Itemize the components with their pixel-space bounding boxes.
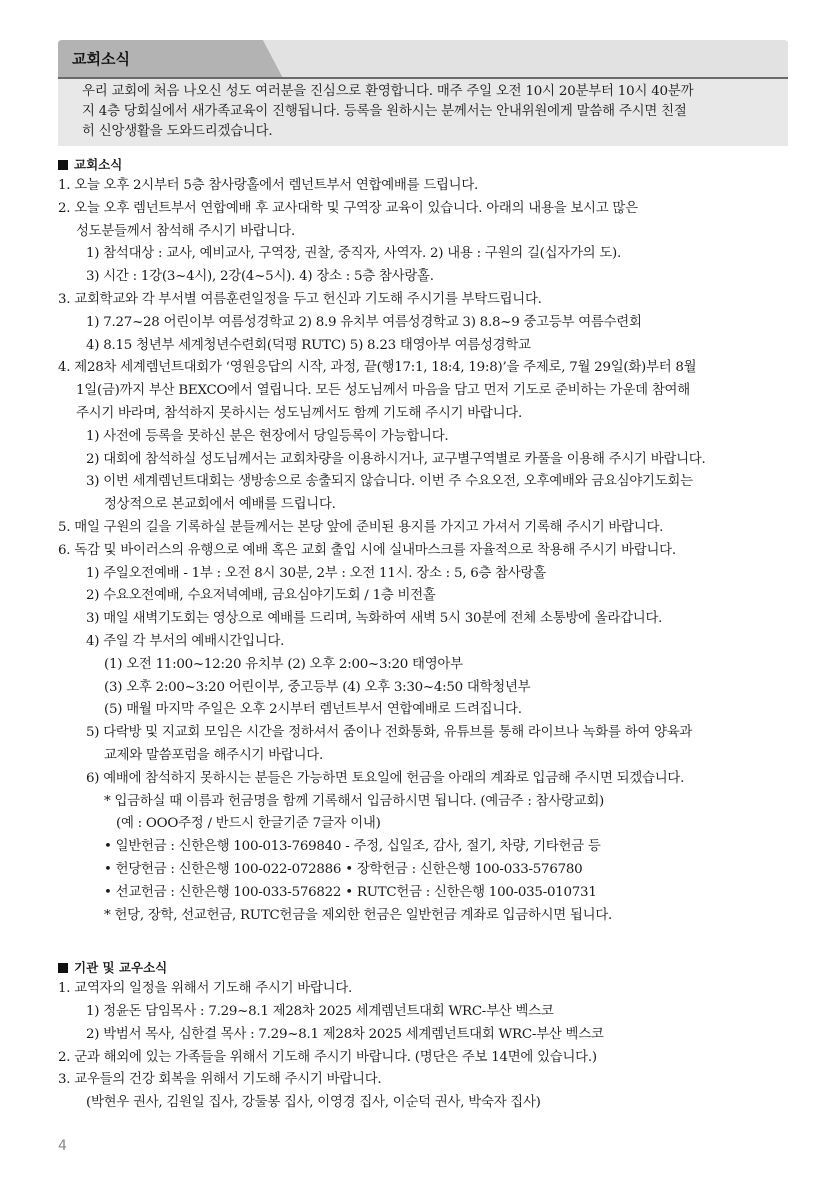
news-line: (3) 오후 2:00~3:20 어린이부, 중고등부 (4) 오후 3:30~4:50 대학청년부	[104, 679, 531, 695]
news-line: * 헌당, 장학, 선교헌금, RUTC헌금을 제외한 헌금은 일반헌금 계좌로 입금하시면 됩니다.	[104, 907, 613, 923]
welcome-box	[58, 79, 788, 146]
section-title-text: 교회소식	[74, 157, 123, 172]
news-line: 주시기 바라며, 참석하지 못하시는 성도님께서도 함께 기도해 주시기 바랍니다.	[76, 405, 522, 421]
news-line: 3) 시간 : 1강(3~4시), 2강(4~5시). 4) 장소 : 5층 참사랑홀.	[86, 269, 434, 285]
header-divider	[58, 77, 788, 79]
news-line: (1) 오전 11:00~12:20 유치부 (2) 오후 2:00~3:20 태영아부	[104, 656, 463, 672]
header-title: 교회소식	[72, 50, 130, 68]
news-line: 1. 오늘 오후 2시부터 5층 참사랑홀에서 렘넌트부서 연합예배를 드립니다.	[58, 178, 479, 193]
news-line: 6) 예배에 참석하지 못하시는 분들은 가능하면 토요일에 헌금을 아래의 계좌로 입금해 주시면 되겠습니다.	[86, 770, 685, 786]
news-line: 1) 사전에 등록을 못하신 분은 현장에서 당일등록이 가능합니다.	[86, 428, 449, 444]
welcome-line: 지 4층 당회실에서 새가족교육이 진행됩니다. 등록을 원하시는 분께서는 안내위원에게 말씀해 주시면 친절	[82, 104, 687, 119]
news-line: • 헌당헌금 : 신한은행 100-022-072886 • 장학헌금 : 신한은행 100-033-576780	[104, 861, 583, 877]
section-member-news-title	[58, 958, 788, 978]
news-line: • 일반헌금 : 신한은행 100-013-769840 - 주정, 십일조, 감사, 절기, 차량, 기타헌금 등	[104, 839, 601, 855]
header-tab-shape	[58, 40, 788, 78]
news-line: 3) 이번 세계렘넌트대회는 생방송으로 송출되지 않습니다. 이번 주 수요오전, 오후예배와 금요심야기도회는	[86, 474, 693, 490]
section-title-text: 기관 및 교우소식	[74, 960, 168, 976]
news-line: 1) 정윤돈 담임목사 : 7.29~8.1 제28차 2025 세계렘넌트대회 WRC-부산 벡스코	[86, 1004, 554, 1020]
news-line: 5. 매일 구원의 길을 기록하실 분들께서는 본당 앞에 준비된 용지를 가지고 가셔서 기록해 주시기 바랍니다.	[58, 519, 664, 535]
news-line: 2) 대회에 참석하실 성도님께서는 교회차량을 이용하시거나, 교구별구역별로 카풀을 이용해 주시기 바랍니다.	[86, 451, 706, 467]
news-line: 5) 다락방 및 지교회 모임은 시간을 정하셔서 줌이나 전화통화, 유튜브를 통해 라이브나 녹화를 하여 양육과	[86, 725, 693, 741]
news-line: 4) 주일 각 부서의 예배시간입니다.	[86, 633, 285, 649]
bulletin-page	[58, 40, 788, 1115]
news-line: 1. 교역자의 일정을 위해서 기도해 주시기 바랍니다.	[58, 981, 353, 997]
news-line: 교제와 말씀포럼을 해주시기 바랍니다.	[104, 747, 323, 763]
news-line: (5) 매월 마지막 주일은 오후 2시부터 렘넌트부서 연합예배로 드려집니다.	[104, 702, 522, 718]
news-line: 3) 매일 새벽기도회는 영상으로 예배를 드리며, 녹화하여 새벽 5시 30분에 전체 소통방에 올라갑니다.	[86, 611, 663, 627]
news-line: 2) 박범서 목사, 심한결 목사 : 7.29~8.1 제28차 2025 세계렘넌트대회 WRC-부산 벡스코	[86, 1026, 604, 1042]
welcome-line: 우리 교회에 처음 나오신 성도 여러분을 진심으로 환영합니다. 매주 주일 오전 10시 20분부터 10시 40분까	[82, 84, 694, 99]
news-line: * 입금하실 때 이름과 헌금명을 함께 기록해서 입금하시면 됩니다. (예금주 : 참사랑교회)	[104, 793, 605, 809]
news-line: 2. 군과 해외에 있는 가족들을 위해서 기도해 주시기 바랍니다. (명단은 주보 14면에 있습니다.)	[58, 1049, 597, 1065]
news-line: 6. 독감 및 바이러스의 유행으로 예배 혹은 교회 출입 시에 실내마스크를 자율적으로 착용해 주시기 바랍니다.	[58, 542, 676, 558]
news-line: (예 : OOO주정 / 반드시 한글기준 7글자 이내)	[116, 816, 381, 832]
page-number: 4	[58, 1138, 67, 1154]
square-bullet-icon	[58, 160, 68, 170]
news-line: 1일(금)까지 부산 BEXCO에서 열립니다. 모든 성도님께서 마음을 담고 먼저 기도로 준비하는 가운데 참여해	[76, 383, 690, 399]
news-line: 성도분들께서 참석해 주시기 바랍니다.	[76, 223, 295, 239]
section-header	[58, 40, 788, 78]
news-line: 정상적으로 본교회에서 예배를 드립니다.	[104, 497, 336, 513]
news-line: 4. 제28차 세계렘넌트대회가 ‘영원응답의 시작, 과정, 끝(행17:1, 18:4, 19:8)’을 주제로, 7월 29일(화)부터 8월	[58, 360, 697, 376]
church-news-list	[58, 175, 788, 927]
news-line: (박현우 권사, 김원일 집사, 강둘봉 집사, 이영경 집사, 이순덕 권사, 박숙자 집사)	[86, 1095, 541, 1111]
news-line: 1) 주일오전예배 - 1부 : 오전 8시 30분, 2부 : 오전 11시. 장소 : 5, 6층 참사랑홀	[86, 565, 546, 581]
news-line: • 선교헌금 : 신한은행 100-033-576822 • RUTC헌금 : 신한은행 100-035-010731	[104, 884, 597, 900]
welcome-line: 히 신앙생활을 도와드리겠습니다.	[82, 124, 273, 139]
news-line: 3. 교우들의 건강 회복을 위해서 기도해 주시기 바랍니다.	[58, 1072, 382, 1088]
news-line: 2. 오늘 오후 렘넌트부서 연합예배 후 교사대학 및 구역장 교육이 있습니다. 아래의 내용을 보시고 많은	[58, 200, 638, 216]
news-line: 1) 7.27~28 어린이부 여름성경학교 2) 8.9 유치부 여름성경학교 3) 8.8~9 중고등부 여름수련회	[86, 314, 642, 330]
square-bullet-icon	[58, 963, 68, 973]
news-line: 1) 참석대상 : 교사, 예비교사, 구역장, 권찰, 중직자, 사역자. 2) 내용 : 구원의 길(십자가의 도).	[86, 246, 622, 262]
section-spacer	[58, 927, 788, 949]
news-line: 3. 교회학교와 각 부서별 여름훈련일정을 두고 헌신과 기도해 주시기를 부탁드립니다.	[58, 291, 542, 307]
news-line: 4) 8.15 청년부 세계청년수련회(덕평 RUTC) 5) 8.23 태영아부 여름성경학교	[86, 337, 531, 353]
member-news-list	[58, 978, 788, 1115]
section-church-news-title	[58, 155, 788, 175]
news-line: 2) 수요오전예배, 수요저녁예배, 금요심야기도회 / 1층 비전홀	[86, 588, 436, 604]
